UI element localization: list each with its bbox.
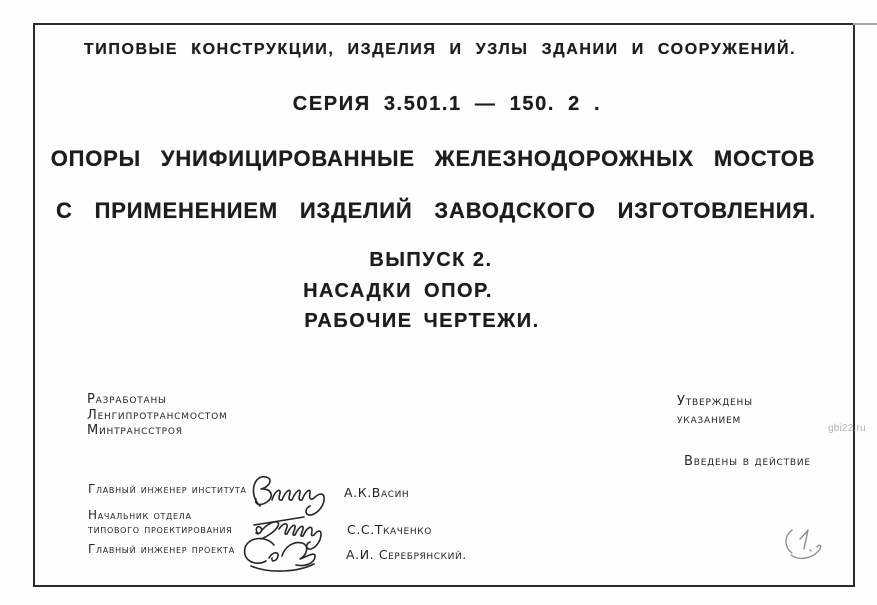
signatory-role-text: типового проектирования [88,521,233,536]
signatory-role-text: Начальник отдела [88,508,192,522]
issue-number: ВЫПУСК 2. [369,249,493,271]
signatory-role-chief-engineer-institute [88,483,247,497]
developed-by-block [87,392,228,439]
approved-by-block [677,393,753,428]
signatory-name-tkachenko: С.С.Ткаченко [347,522,432,537]
subtitle-drawings: РАБОЧИЕ ЧЕРТЕЖИ. [304,310,540,332]
developed-by-line: Разработаны [87,392,167,407]
series-number: СЕРИЯ 3.501.1 — 150. 2 . [292,93,602,115]
site-watermark: gbi22.ru [828,423,866,434]
signature-serebryansky [238,533,342,577]
approved-order: указанием [677,411,742,427]
signatory-role-head-of-typical-design [88,509,232,536]
developed-by-ministry: Минтрансстроя [87,423,183,438]
title-line-1: ОПОРЫ УНИФИЦИРОВАННЫЕ ЖЕЛЕЗНОДОРОЖНЫХ МОСТОВ [50,146,816,171]
page-number-handwritten [776,526,832,564]
signatory-name-serebryansky: А.И. Серебрянский. [346,547,467,562]
title-line-2: С ПРИМЕНЕНИЕМ ИЗДЕЛИЙ ЗАВОДСКОГО ИЗГОТОВЛЕНИЯ. [56,198,816,223]
document-category-heading: ТИПОВЫЕ КОНСТРУКЦИИ, ИЗДЕЛИЯ И УЗЛЫ ЗДАНИИ И СООРУЖЕНИЙ. [83,41,797,58]
effective-date-line: Введены в действие [684,454,811,469]
subtitle-caps: НАСАДКИ ОПОР. [303,280,493,302]
developed-by-org: Ленгипротрансмостом [87,407,228,423]
approved-line: Утверждены [677,394,753,409]
signatory-role-text: Главный инженер проекта [88,542,235,556]
border-scan-artifact [853,23,877,25]
signatory-role-text: Главный инженер института [88,482,247,496]
signatory-name-vasin: А.К.Васин [344,485,410,500]
signatory-role-chief-project-engineer [88,543,235,557]
